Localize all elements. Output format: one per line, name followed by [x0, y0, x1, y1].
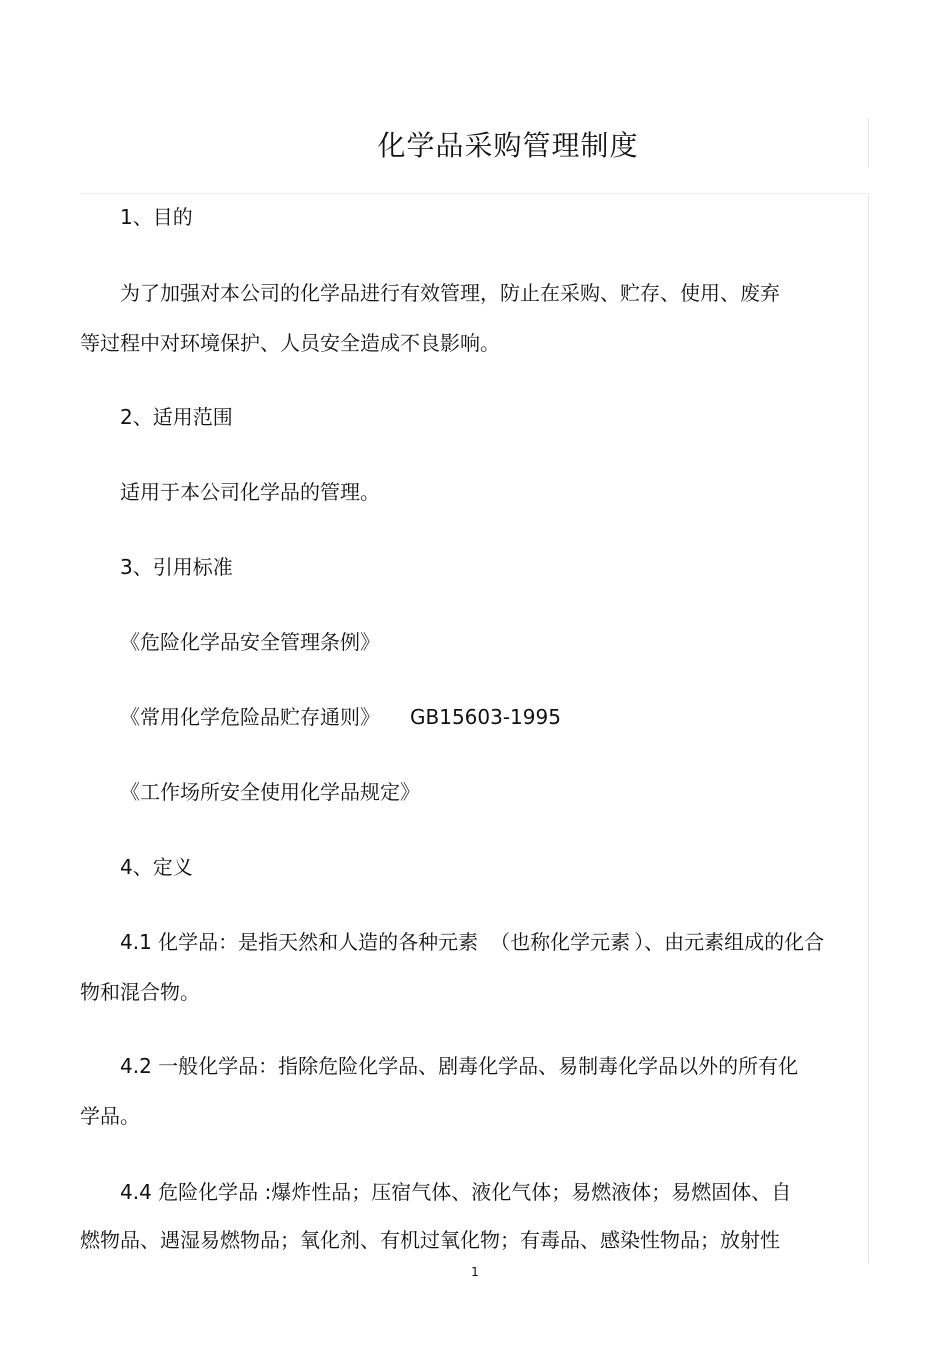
- section-4-heading: 4、定义: [120, 855, 193, 879]
- page-number: 1: [471, 1265, 479, 1279]
- reference-3: 《工作场所安全使用化学品规定》: [120, 780, 420, 804]
- reference-2: [120, 703, 561, 731]
- definition-4-2-line-1: 4.2 一般化学品：指除危险化学品、剧毒化学品、易制毒化学品以外的所有化: [120, 1054, 799, 1078]
- section-3-heading: 3、引用标准: [120, 555, 233, 579]
- definition-4-1-part-b: （也称化学元素: [490, 930, 631, 954]
- reference-2-name: 《常用化学危险品贮存通则》: [120, 705, 380, 729]
- reference-1: 《危险化学品安全管理条例》: [120, 630, 380, 654]
- definition-4-4-line-2: 燃物品、遇湿易燃物品；氧化剂、有机过氧化物；有毒品、感染性物品；放射性: [80, 1228, 780, 1252]
- definition-4-1-part-a: 4.1 化学品：是指天然和人造的各种元素: [120, 930, 479, 954]
- right-border-rule: [868, 195, 869, 1263]
- definition-4-4-line-1: 4.4 危险化学品 :爆炸性品；压宿气体、液化气体；易燃液体；易燃固体、自: [120, 1180, 792, 1204]
- definition-4-1-line-1: [120, 928, 824, 956]
- definition-4-1-part-c: ）、由元素组成的化合: [634, 930, 825, 954]
- section-2-paragraph: 适用于本公司化学品的管理。: [120, 480, 380, 504]
- definition-4-2-line-2: 学品。: [80, 1104, 140, 1128]
- section-2-heading: 2、适用范围: [120, 405, 233, 429]
- definition-4-1-line-2: 物和混合物。: [80, 980, 200, 1004]
- reference-2-code: GB15603-1995: [410, 705, 561, 729]
- header-divider: [80, 193, 870, 194]
- section-1-paragraph-line-1: 为了加强对本公司的化学品进行有效管理，防止在采购、贮存、使用、废弃: [120, 281, 780, 305]
- section-1-paragraph-line-2: 等过程中对环境保护、人员安全造成不良影响。: [80, 331, 500, 355]
- section-1-heading: 1、目的: [120, 205, 193, 229]
- document-title: 化学品采购管理制度: [377, 129, 639, 162]
